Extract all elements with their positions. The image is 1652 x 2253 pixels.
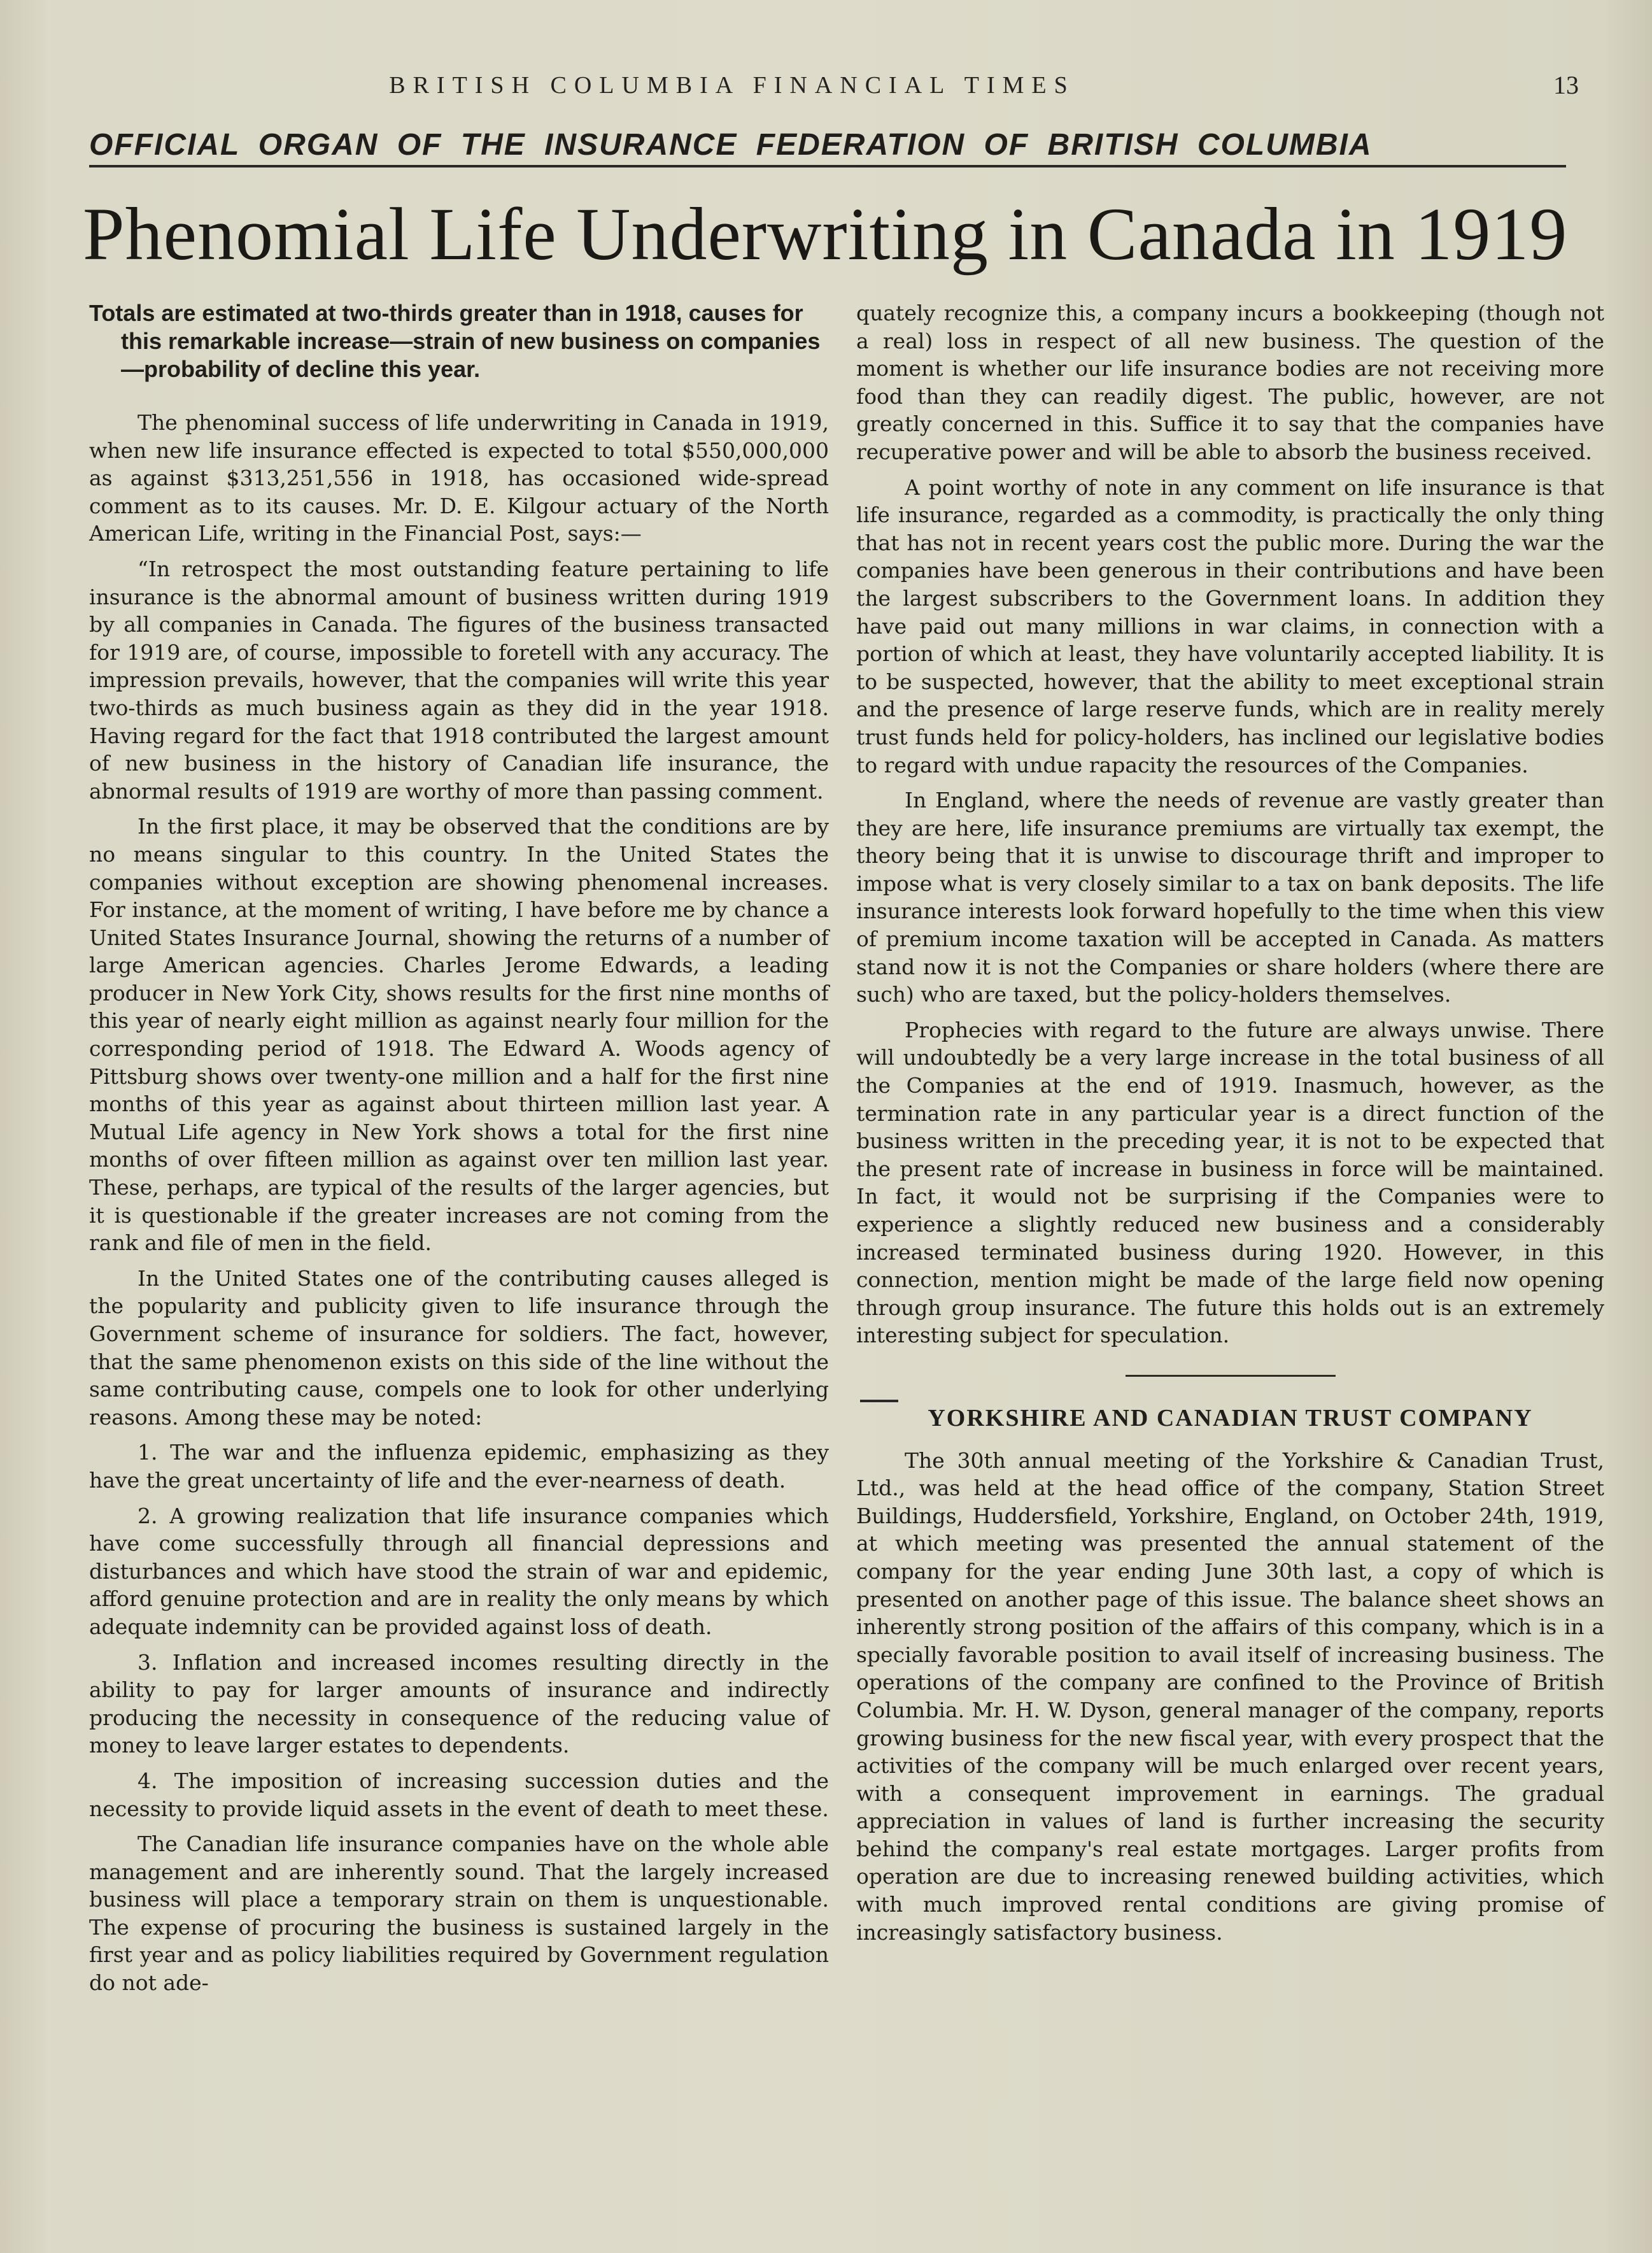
article-paragraph: quately recognize this, a company incurs a bookkeeping (though not a real) loss in respect of all new business. The question of the moment is whether our life insurance bodies are not receiving more food than they can readily digest. The public, however, are not greatly concerned in this. Suffice it to say that the companies have recuperative power and will be able to absorb the business received.	[856, 301, 1604, 464]
page-number: 13	[1553, 71, 1579, 99]
list-item: 2. A growing realization that life insurance companies which have come successfully through all financial depressions and disturbances and which have stood the strain of war and epidemic, afford genuine protection and are in reality the only means by which adequate indemnity can be provided against loss of death.	[89, 1503, 829, 1639]
article-paragraph: In England, where the needs of revenue are vastly greater than they are here, life insurance premiums are virtually tax exempt, the theory being that it is unwise to discourage thrift and improper to impose what is very closely similar to a tax on bank deposits. The life insurance interests look forward hopefully to the time when this view of premium income taxation will be accepted in Canada. As matters stand now it is not the Companies or share holders (where there are such) who are taxed, but the policy-holders themselves.	[856, 788, 1604, 1007]
article-paragraph: A point worthy of note in any comment on life insurance is that life insurance, regarded as a commodity, is practically the only thing that has not in recent years cost the public more. During the war the companies have been generous in their contributions and have been the largest subscribers to the Government loans. In addition they have paid out many millions in war claims, in connection with a portion of which at least, they have voluntarily accepted liability. It is to be suspected, however, that the ability to meet exceptional strain and the presence of large reserve funds, which are in reality merely trust funds held for policy-holders, has inclined our legislative bodies to regard with undue rapacity the resources of the Companies.	[856, 474, 1604, 778]
left-column	[89, 299, 829, 2005]
article-headline: Phenomial Life Underwriting in Canada in 1919	[83, 192, 1568, 276]
list-item: 3. Inflation and increased incomes resulting directly in the ability to pay for larger amounts of insurance and indirectly producing the necessity in consequence of the reducing value of money to leave larger estates to dependents.	[89, 1649, 829, 1758]
yorkshire-section-title	[856, 1405, 1604, 1433]
article-paragraph: The phenominal success of life underwriting in Canada in 1919, when new life insurance effected is expected to total $550,000,000 as against $313,251,556 in 1918, has occasioned wide-spread comment as to its causes. Mr. D. E. Kilgour actuary of the North American Life, writing in the Financial Post, says:—	[89, 410, 829, 546]
list-item: 1. The war and the influenza epidemic, emphasizing as they have the great uncertainty of life and the ever-nearness of death.	[89, 1440, 829, 1493]
yorkshire-paragraph: The 30th annual meeting of the Yorkshire & Canadian Trust, Ltd., was held at the head office of the company, Station Street Buildings, Huddersfield, Yorkshire, England, on October 24th, 1919, at which meeting was presented the annual statement of the company for the year ending June 30th last, a copy of which is presented on another page of this issue. The balance sheet shows an inherently strong position of the affairs of this company, which is in a specially favorable position to avail itself of increasing business. The operations of the company are confined to the Province of British Columbia. Mr. H. W. Dyson, general manager of the company, reports growing business for the new fiscal year, with every prospect that the activities of the company will be much enlarged over recent years, with a consequent improvement in earnings. The gradual appreciation in values of land is further increasing the security behind the company's real estate mortgages. Larger profits from operation are due to increasing renewed building activities, which with much improved rental conditions are giving promise of increasingly satisfactory business.	[856, 1447, 1604, 1945]
right-column	[856, 299, 1604, 1954]
article-paragraph: In the first place, it may be observed that the conditions are by no means singular to this country. In the United States the companies without exception are showing phenomenal increases. For instance, at the moment of writing, I have before me by chance a United States Insurance Journal, showing the returns of a number of large American agencies. Charles Jerome Edwards, a leading producer in New York City, shows results for the first nine months of this year of nearly eight million as against nearly four million for the corresponding period of 1918. The Edward A. Woods agency of Pittsburg shows over twenty-one million and a half for the first nine months of this year as against about thirteen million last year. A Mutual Life agency in New York shows a total for the first nine months of over fifteen million as against over ten million last year. These, perhaps, are typical of the results of the larger agencies, but it is questionable if the greater increases are not coming from the rank and file of men in the field.	[89, 814, 829, 1256]
article-paragraph: Prophecies with regard to the future are always unwise. There will undoubtedly be a very large increase in the total business of all the Companies at the end of 1919. Inasmuch, however, as the termination rate in any particular year is a direct function of the business written in the preceding year, it is not to be expected that the present rate of increase in business in force will be maintained. In fact, it would not be surprising if the Companies were to experience a slightly reduced new business and a considerably increased terminated business during 1920. However, in this connection, mention might be made of the large field now opening through group insurance. The future this holds out is an extremely interesting subject for speculation.	[856, 1017, 1604, 1348]
article-paragraph: The Canadian life insurance companies have on the whole able management and are inherently sound. That the largely increased business will place a temporary strain on them is unquestionable. The expense of procuring the business is sustained largely in the first year and as policy liabilities required by Government regulation do not ade-	[89, 1831, 829, 1996]
article-subhead: Totals are estimated at two-thirds greater than in 1918, causes for this remarkable increase—strain of new business on companies—probability of decline this year.	[89, 300, 821, 382]
list-item: 4. The imposition of increasing succession duties and the necessity to provide liquid assets in the event of death to meet these.	[89, 1768, 829, 1821]
official-organ-banner: OFFICIAL ORGAN OF THE INSURANCE FEDERATION OF BRITISH COLUMBIA	[89, 127, 1566, 167]
article-paragraph: In the United States one of the contributing causes alleged is the popularity and publicity given to life insurance through the Government scheme of insurance for soldiers. The fact, however, that the same phenomenon exists on this side of the line without the same contributing cause, compels one to look for other underlying reasons. Among these may be noted:	[89, 1265, 829, 1430]
section-divider	[1126, 1375, 1336, 1377]
running-head: BRITISH COLUMBIA FINANCIAL TIMES	[389, 72, 1075, 99]
title-mark	[860, 1400, 898, 1402]
article-paragraph: “In retrospect the most outstanding feature pertaining to life insurance is the abnormal amount of business written during 1919 by all companies in Canada. The figures of the business transacted for 1919 are, of course, impossible to foretell with any accuracy. The impression prevails, however, that the companies will write this year two-thirds as much business again as they did in the year 1918. Having regard for the fact that 1918 contributed the largest amount of new business in the history of Canadian life insurance, the abnormal results of 1919 are worthy of more than passing comment.	[89, 556, 829, 804]
yorkshire-title-text: YORKSHIRE AND CANADIAN TRUST COMPANY	[928, 1404, 1533, 1432]
reasons-list	[89, 1439, 829, 1823]
